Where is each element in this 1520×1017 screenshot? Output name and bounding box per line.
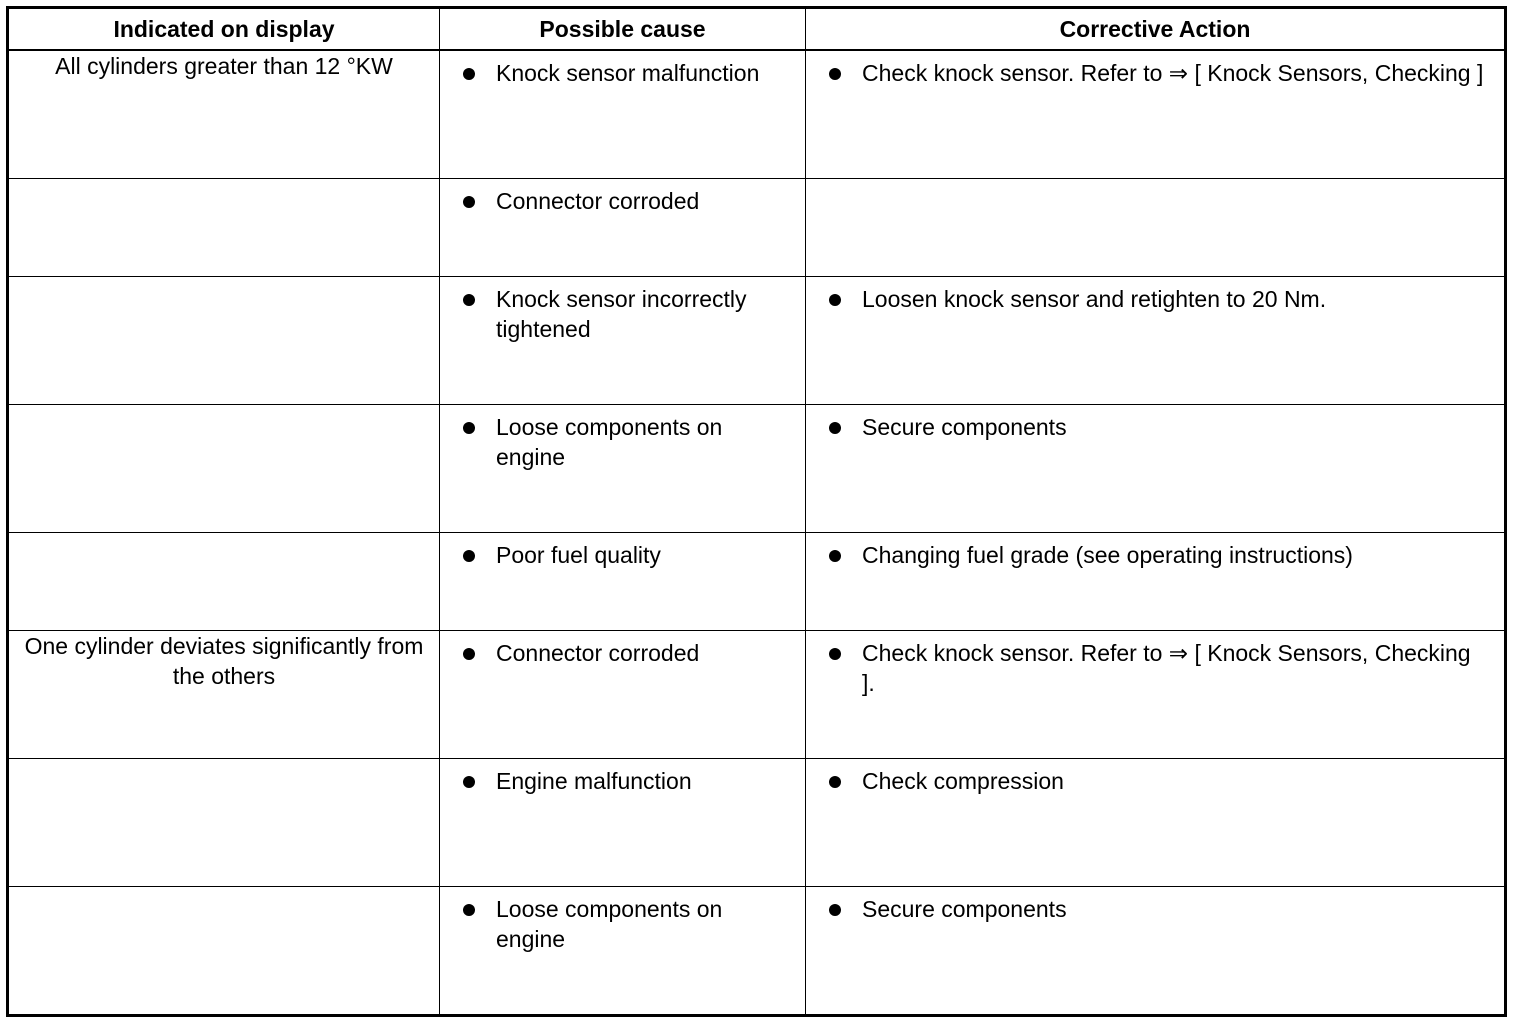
bullet-icon [829, 550, 841, 562]
display-cell: All cylinders greater than 12 °KW [8, 50, 440, 179]
bullet-icon [829, 68, 841, 80]
cause-text: Knock sensor malfunction [496, 60, 760, 86]
bullet-icon [829, 294, 841, 306]
cause-cell [440, 405, 806, 533]
action-cell [806, 887, 1506, 1016]
cause-item [440, 631, 805, 668]
action-text: Changing fuel grade (see operating instructions) [862, 542, 1353, 568]
bullet-icon [463, 422, 475, 434]
table-row [8, 179, 1506, 277]
bullet-icon [829, 776, 841, 788]
table-row [8, 277, 1506, 405]
cause-cell [440, 759, 806, 887]
cause-item [440, 759, 805, 796]
table-row [8, 50, 1506, 179]
cause-cell [440, 179, 806, 277]
cause-item [440, 887, 805, 954]
cause-cell [440, 50, 806, 179]
table-row [8, 533, 1506, 631]
action-cell [806, 405, 1506, 533]
diagnosis-table [6, 6, 1507, 1017]
cause-cell [440, 533, 806, 631]
cause-cell [440, 277, 806, 405]
action-item [806, 405, 1504, 442]
bullet-icon [463, 550, 475, 562]
bullet-icon [829, 904, 841, 916]
display-cell [8, 405, 440, 533]
cause-text: Loose components on engine [496, 896, 723, 952]
action-item [806, 533, 1504, 570]
bullet-icon [829, 648, 841, 660]
bullet-icon [463, 776, 475, 788]
display-cell [8, 759, 440, 887]
action-item [806, 277, 1504, 314]
cause-text: Knock sensor incorrectly tightened [496, 286, 747, 342]
table-row [8, 759, 1506, 887]
display-cell [8, 533, 440, 631]
action-text: Check knock sensor. Refer to ⇒ [ Knock Sensors, Checking ] [862, 60, 1484, 86]
header-indicated-on-display: Indicated on display [8, 8, 440, 51]
cause-item [440, 179, 805, 216]
cause-item [440, 277, 805, 344]
action-cell [806, 533, 1506, 631]
action-item [806, 51, 1504, 88]
display-cell [8, 277, 440, 405]
action-text: Secure components [862, 896, 1067, 922]
action-cell [806, 759, 1506, 887]
cause-item [440, 51, 805, 88]
action-cell [806, 631, 1506, 759]
action-text: Check knock sensor. Refer to ⇒ [ Knock Sensors, Checking ]. [862, 640, 1471, 696]
action-cell [806, 179, 1506, 277]
cause-text: Loose components on engine [496, 414, 723, 470]
bullet-icon [463, 294, 475, 306]
action-text: Loosen knock sensor and retighten to 20 Nm. [862, 286, 1327, 312]
display-cell [8, 887, 440, 1016]
action-item [806, 631, 1504, 698]
header-corrective-action: Corrective Action [806, 8, 1506, 51]
action-item [806, 887, 1504, 924]
cause-cell [440, 887, 806, 1016]
bullet-icon [463, 68, 475, 80]
display-cell [8, 179, 440, 277]
cause-item [440, 405, 805, 472]
display-cell: One cylinder deviates significantly from the others [8, 631, 440, 759]
table-row [8, 631, 1506, 759]
table-row [8, 887, 1506, 1016]
cause-text: Poor fuel quality [496, 542, 661, 568]
cause-text: Engine malfunction [496, 768, 692, 794]
header-possible-cause: Possible cause [440, 8, 806, 51]
cause-item [440, 533, 805, 570]
action-text: Secure components [862, 414, 1067, 440]
action-cell [806, 277, 1506, 405]
cause-text: Connector corroded [496, 640, 700, 666]
bullet-icon [829, 422, 841, 434]
bullet-icon [463, 648, 475, 660]
action-item [806, 759, 1504, 796]
header-row [8, 8, 1506, 51]
bullet-icon [463, 196, 475, 208]
cause-text: Connector corroded [496, 188, 700, 214]
action-cell [806, 50, 1506, 179]
table-row [8, 405, 1506, 533]
action-text: Check compression [862, 768, 1064, 794]
cause-cell [440, 631, 806, 759]
bullet-icon [463, 904, 475, 916]
